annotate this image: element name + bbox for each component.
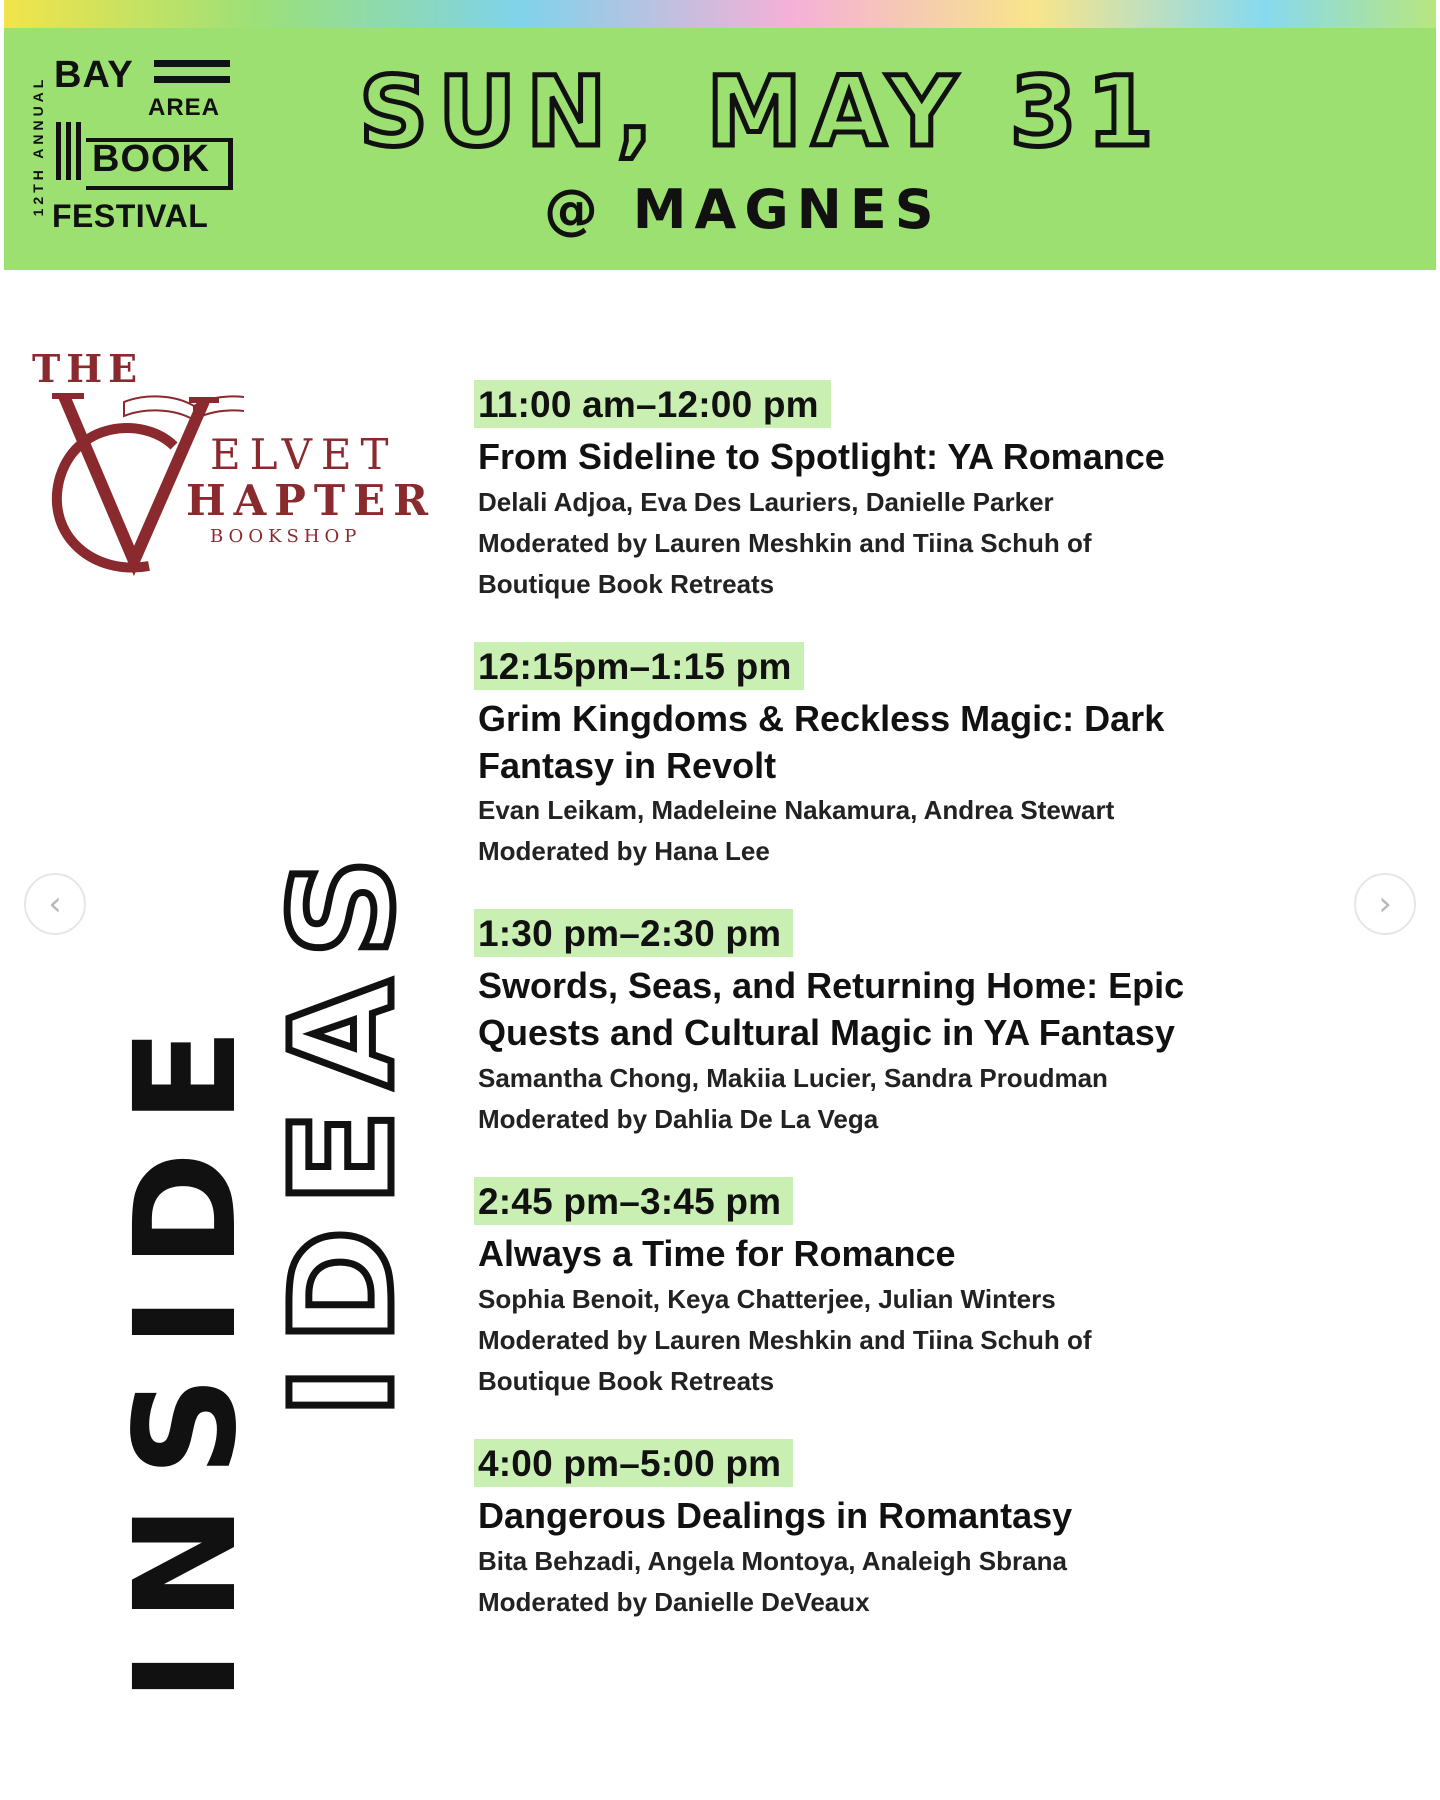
logo-annual-text: 12TH ANNUAL xyxy=(30,75,46,217)
session-time: 11:00 am–12:00 pm xyxy=(474,380,831,428)
ideas-vertical-text: IDEAS xyxy=(262,834,425,1418)
chevron-right-icon: › xyxy=(1378,884,1392,924)
session-title: Swords, Seas, and Returning Home: Epic Quests and Cultural Magic in YA Fantasy xyxy=(478,965,1185,1054)
session-moderator: Moderated by Lauren Meshkin and Tiina Schuh of xyxy=(478,527,1092,558)
logo-bar xyxy=(154,76,230,83)
session-time: 12:15pm–1:15 pm xyxy=(474,642,804,690)
session-item xyxy=(478,642,1378,872)
post-image xyxy=(4,0,1436,1800)
inside-vertical-text: INSIDE xyxy=(105,999,268,1702)
session-item xyxy=(478,1177,1378,1401)
session-moderator: Moderated by Lauren Meshkin and Tiina Schuh of xyxy=(478,1324,1092,1355)
session-title: Dangerous Dealings in Romantasy xyxy=(478,1494,1073,1536)
session-moderator-org: Boutique Book Retreats xyxy=(478,1365,775,1396)
event-date: SUN, MAY 31 xyxy=(359,56,1164,168)
session-item xyxy=(478,380,1378,604)
session-time: 1:30 pm–2:30 pm xyxy=(474,909,793,957)
session-panelists: Evan Leikam, Madeleine Nakamura, Andrea Stewart xyxy=(478,795,1115,826)
session-moderator: Moderated by Danielle DeVeaux xyxy=(478,1586,870,1617)
bay-area-book-festival-logo xyxy=(26,52,236,238)
logo-area-text: AREA xyxy=(148,94,221,121)
session-item xyxy=(478,1439,1378,1622)
session-time: 2:45 pm–3:45 pm xyxy=(474,1177,793,1225)
logo-elvet-text: ELVET xyxy=(210,430,398,479)
logo-bookshop-text: BOOKSHOP xyxy=(210,526,362,547)
logo-festival-text: FESTIVAL xyxy=(52,198,209,234)
session-title: From Sideline to Spotlight: YA Romance xyxy=(478,436,1165,477)
session-moderator: Moderated by Dahlia De La Vega xyxy=(478,1103,879,1134)
logo-bar xyxy=(228,138,233,190)
session-title: Grim Kingdoms & Reckless Magic: Dark Fantasy in Revolt xyxy=(478,697,1165,786)
chevron-left-icon: ‹ xyxy=(48,884,62,924)
logo-bar xyxy=(66,122,71,180)
session-moderator-org: Boutique Book Retreats xyxy=(478,568,775,599)
next-slide-button[interactable] xyxy=(1354,873,1416,935)
event-venue: @ MAGNES xyxy=(544,178,942,241)
logo-hapter-text: HAPTER xyxy=(186,476,437,525)
logo-bar xyxy=(76,122,81,180)
logo-bar xyxy=(56,122,61,180)
session-panelists: Sophia Benoit, Keya Chatterjee, Julian Winters xyxy=(478,1283,1056,1314)
logo-book-text: BOOK xyxy=(92,138,210,180)
previous-slide-button[interactable] xyxy=(24,873,86,935)
session-title: Always a Time for Romance xyxy=(478,1232,956,1274)
session-moderator: Moderated by Hana Lee xyxy=(478,836,770,867)
logo-the-text: THE xyxy=(32,346,144,391)
session-time: 4:00 pm–5:00 pm xyxy=(474,1439,793,1487)
session-item xyxy=(478,909,1378,1139)
session-panelists: Delali Adjoa, Eva Des Lauriers, Danielle Parker xyxy=(478,486,1054,517)
velvet-chapter-logo xyxy=(24,346,454,586)
session-panelists: Samantha Chong, Makiia Lucier, Sandra Proudman xyxy=(478,1062,1108,1093)
rainbow-strip xyxy=(4,0,1436,28)
logo-bay-text: BAY xyxy=(54,54,134,96)
session-schedule xyxy=(478,380,1378,1660)
session-panelists: Bita Behzadi, Angela Montoya, Analeigh Sbrana xyxy=(478,1545,1067,1576)
logo-bar xyxy=(154,60,230,67)
